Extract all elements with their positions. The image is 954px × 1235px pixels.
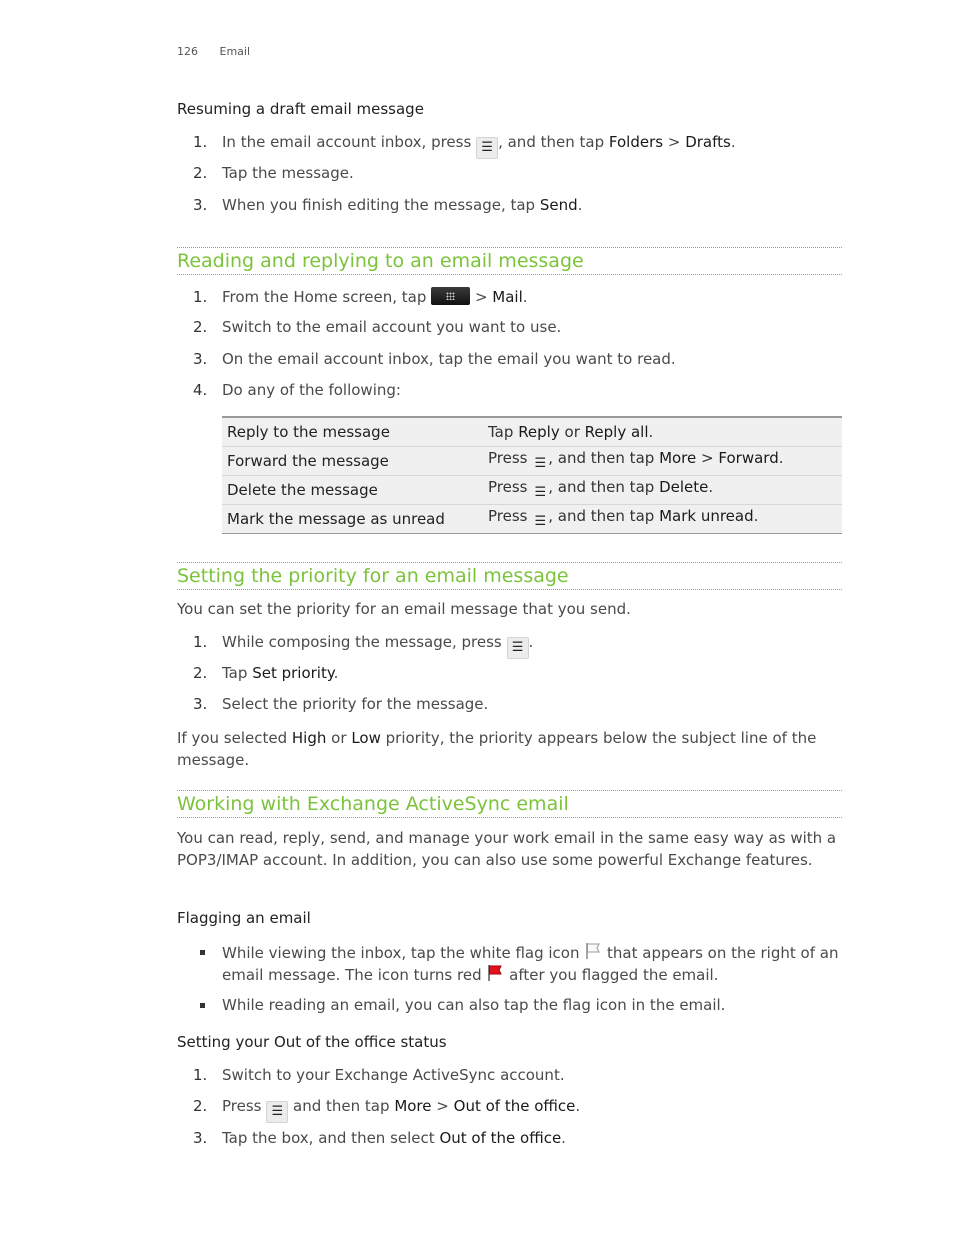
list-item: 1. From the Home screen, tap > Mail. bbox=[193, 288, 528, 306]
list-item: 3. Select the priority for the message. bbox=[193, 695, 489, 713]
chapter-name: Email bbox=[219, 45, 251, 58]
ooo-title: Setting your Out of the office status bbox=[177, 1033, 447, 1051]
all-apps-icon bbox=[431, 287, 470, 305]
page-header bbox=[177, 45, 268, 58]
bullet-icon bbox=[200, 950, 205, 955]
exchange-intro: You can read, reply, send, and manage your work email in the same easy way as with a POP3/IMAP account. In addition, you can also use some powerful Exchange features. bbox=[177, 829, 837, 869]
list-item: 3. Tap the box, and then select Out of the office. bbox=[193, 1129, 566, 1147]
list-item: 1. In the email account inbox, press ☰ , and then tap Folders > Drafts. bbox=[193, 133, 736, 159]
list-item: 3. On the email account inbox, tap the email you want to read. bbox=[193, 350, 676, 368]
flagging-title: Flagging an email bbox=[177, 909, 311, 927]
list-item: 2. Tap Set priority. bbox=[193, 664, 339, 682]
section-title-reading: Reading and replying to an email message bbox=[177, 247, 842, 275]
red-flag-icon bbox=[486, 964, 504, 982]
section-title-priority: Setting the priority for an email message bbox=[177, 562, 842, 590]
menu-icon: ☰ bbox=[476, 137, 498, 159]
priority-intro: You can set the priority for an email message that you send. bbox=[177, 600, 631, 618]
menu-icon: ☰ bbox=[534, 455, 547, 471]
list-item: 2. Tap the message. bbox=[193, 164, 354, 182]
page-number: 126 bbox=[177, 45, 198, 58]
list-item: 1. While composing the message, press ☰ . bbox=[193, 633, 533, 659]
table-row: Forward the message Press ☰ , and then tap More > Forward. bbox=[222, 447, 842, 476]
list-item: 2. Switch to the email account you want to use. bbox=[193, 318, 562, 336]
list-item: 2. Press ☰ and then tap More > Out of the office. bbox=[193, 1097, 580, 1123]
menu-icon: ☰ bbox=[507, 637, 529, 659]
menu-icon: ☰ bbox=[266, 1101, 288, 1123]
white-flag-icon bbox=[584, 942, 602, 960]
table-row: Mark the message as unread Press ☰ , and then tap Mark unread. bbox=[222, 505, 842, 534]
actions-table bbox=[222, 416, 842, 534]
list-item: 1. Switch to your Exchange ActiveSync account. bbox=[193, 1066, 565, 1084]
list-item: While viewing the inbox, tap the white flag icon that appears on the right of an email message. The icon turns red after you flagged the email. bbox=[200, 942, 840, 986]
list-item: While reading an email, you can also tap the flag icon in the email. bbox=[200, 995, 840, 1016]
menu-icon: ☰ bbox=[534, 484, 547, 500]
list-item: 4. Do any of the following: bbox=[193, 381, 401, 399]
table-row: Delete the message Press ☰ , and then tap Delete. bbox=[222, 476, 842, 505]
list-item: 3. When you finish editing the message, tap Send. bbox=[193, 196, 583, 214]
priority-note: If you selected High or Low priority, the priority appears below the subject line of the message. bbox=[177, 729, 817, 769]
resume-title: Resuming a draft email message bbox=[177, 100, 424, 118]
menu-icon: ☰ bbox=[534, 513, 547, 529]
table-row: Reply to the message Tap Reply or Reply all. bbox=[222, 417, 842, 447]
section-title-exchange: Working with Exchange ActiveSync email bbox=[177, 790, 842, 818]
bullet-icon bbox=[200, 1003, 205, 1008]
